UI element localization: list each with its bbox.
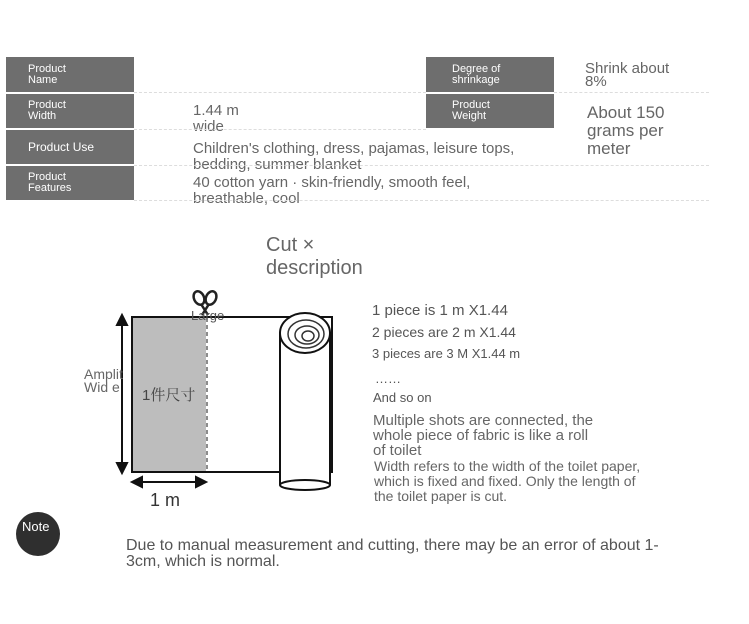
piece-line: 3 pieces are 3 M X1.44 m — [372, 346, 521, 361]
length-arrow — [132, 477, 206, 487]
label-product-width: Product Width — [6, 94, 134, 128]
label-product-weight: Product Weight — [426, 94, 554, 128]
amplitude-label: Amplit Wid e — [84, 366, 123, 395]
piece-line: 1 piece is 1 m X1.44 — [372, 302, 508, 319]
value-product-use: Children's clothing, dress, pajamas, leisure tops, bedding, summer blanket — [193, 140, 515, 173]
value-product-features: 40 cotton yarn · skin-friendly, smooth feel, breathable, cool — [193, 174, 471, 207]
label-shrinkage: Degree of shrinkage — [426, 57, 554, 92]
scissor-label: Large — [191, 308, 225, 323]
row-divider — [134, 129, 426, 130]
note-text: Due to manual measurement and cutting, there may be an error of about 1-3cm, which is normal. — [126, 537, 659, 570]
row-divider — [554, 92, 709, 93]
length-label: 1 m — [150, 490, 181, 510]
label-product-use: Product Use — [6, 130, 134, 164]
fabric-roll — [280, 313, 330, 490]
row-divider — [134, 92, 426, 93]
cut-paragraph-2: Width refers to the width of the toilet paper, which is fixed and fixed. Only the length of the toilet paper is cut. — [374, 458, 641, 504]
note-badge-label: Note — [22, 519, 50, 534]
value-shrinkage: Shrink about 8% — [585, 60, 670, 90]
piece-line: And so on — [373, 390, 432, 405]
cut-paragraph: Multiple shots are connected, the whole piece of fabric is like a roll of toilet — [373, 412, 594, 459]
piece-line: 2 pieces are 2 m X1.44 — [372, 324, 516, 340]
row-divider — [134, 200, 709, 201]
row-divider — [134, 165, 709, 166]
piece-label: 1件尺寸 — [142, 387, 196, 404]
label-product-name: Product Name — [6, 57, 134, 92]
value-product-weight: About 150 grams per meter — [587, 103, 665, 158]
value-product-width: 1.44 m wide — [193, 102, 239, 135]
label-product-features: Product Features — [6, 166, 134, 200]
cut-title: Cut × description — [266, 234, 363, 279]
piece-line: …… — [375, 371, 401, 386]
